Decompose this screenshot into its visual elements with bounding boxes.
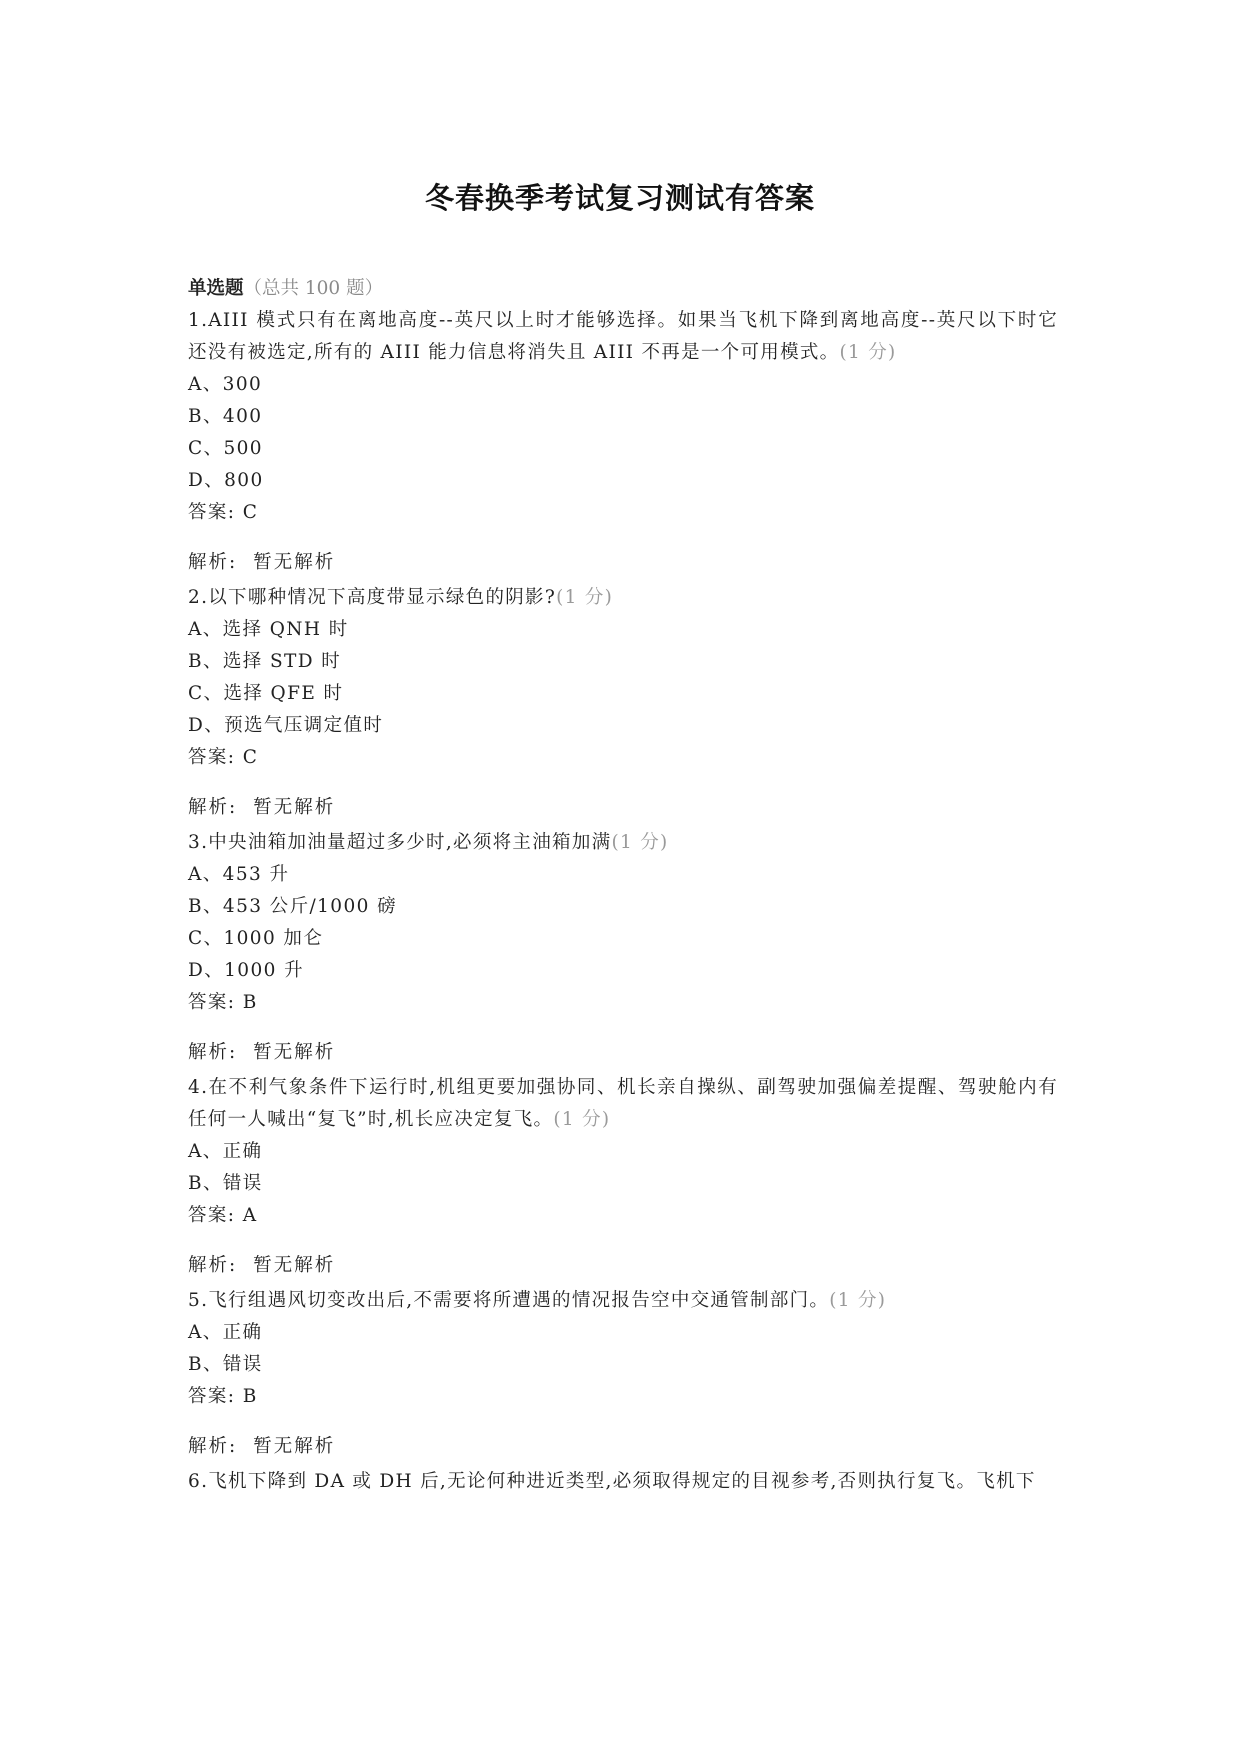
analysis-text: 暂无解析 [253, 1042, 336, 1063]
section-label: 单选题 [188, 278, 244, 299]
answer: 答案: C [188, 747, 259, 768]
question-text [188, 827, 1058, 859]
question-4 [188, 1072, 1058, 1282]
option-c: C、1000 加仑 [188, 928, 324, 949]
question-score: (1 分) [839, 342, 897, 363]
question-score: (1 分) [556, 587, 614, 608]
analysis-text: 暂无解析 [253, 797, 336, 818]
analysis [188, 1250, 1058, 1282]
option-a: A、选择 QNH 时 [188, 619, 349, 640]
question-6 [188, 1466, 1058, 1498]
question-2 [188, 582, 1058, 824]
section-count: （总共 100 题） [243, 278, 384, 299]
document-title: 冬春换季考试复习测试有答案 [424, 181, 815, 215]
option-b: B、错误 [188, 1173, 263, 1194]
analysis-text: 暂无解析 [253, 1436, 336, 1457]
question-text [188, 305, 1058, 369]
analysis [188, 1431, 1058, 1463]
question-3 [188, 827, 1058, 1069]
option-d: D、预选气压调定值时 [188, 715, 384, 736]
answer: 答案: A [188, 1205, 258, 1226]
answer: 答案: B [188, 992, 258, 1013]
question-text [188, 582, 1058, 614]
analysis-label: 解析: [188, 797, 238, 818]
question-text [188, 1285, 1058, 1317]
analysis-label: 解析: [188, 1042, 238, 1063]
question-text [188, 1072, 1058, 1136]
question-stem: 2.以下哪种情况下高度带显示绿色的阴影? [188, 587, 557, 608]
section-header [188, 273, 1058, 305]
option-a: A、300 [188, 374, 263, 395]
question-1 [188, 305, 1058, 579]
analysis [188, 1037, 1058, 1069]
option-b: B、错误 [188, 1354, 263, 1375]
analysis-text: 暂无解析 [253, 552, 336, 573]
answer: 答案: B [188, 1386, 258, 1407]
question-text [188, 1466, 1058, 1498]
question-stem: 5.飞行组遇风切变改出后,不需要将所遭遇的情况报告空中交通管制部门。 [188, 1290, 830, 1311]
analysis [188, 792, 1058, 824]
question-5 [188, 1285, 1058, 1463]
option-b: B、选择 STD 时 [188, 651, 342, 672]
question-stem: 6.飞机下降到 DA 或 DH 后,无论何种进近类型,必须取得规定的目视参考,否则执行复飞。飞机下 [188, 1471, 1036, 1492]
question-list [188, 273, 1058, 1498]
question-score: (1 分) [829, 1290, 887, 1311]
option-a: A、正确 [188, 1322, 263, 1343]
question-stem: 1.AIII 模式只有在离地高度--英尺以上时才能够选择。如果当飞机下降到离地高度--英尺以下时它还没有被选定,所有的 AIII 能力信息将消失且 AIII 不再是一个可用模式。 [188, 310, 1058, 363]
option-c: C、500 [188, 438, 263, 459]
option-a: A、正确 [188, 1141, 263, 1162]
option-d: D、800 [188, 470, 264, 491]
option-a: A、453 升 [188, 864, 290, 885]
analysis-label: 解析: [188, 552, 238, 573]
answer: 答案: C [188, 502, 259, 523]
option-b: B、453 公斤/1000 磅 [188, 896, 397, 917]
option-d: D、1000 升 [188, 960, 304, 981]
analysis [188, 547, 1058, 579]
analysis-label: 解析: [188, 1255, 238, 1276]
option-c: C、选择 QFE 时 [188, 683, 344, 704]
analysis-label: 解析: [188, 1436, 238, 1457]
option-b: B、400 [188, 406, 263, 427]
question-stem: 4.在不利气象条件下运行时,机组更要加强协同、机长亲自操纵、副驾驶加强偏差提醒、驾驶舱内有任何一人喊出“复飞”时,机长应决定复飞。 [188, 1077, 1058, 1130]
analysis-text: 暂无解析 [253, 1255, 336, 1276]
question-stem: 3.中央油箱加油量超过多少时,必须将主油箱加满 [188, 832, 612, 853]
question-score: (1 分) [611, 832, 669, 853]
question-score: (1 分) [553, 1109, 611, 1130]
